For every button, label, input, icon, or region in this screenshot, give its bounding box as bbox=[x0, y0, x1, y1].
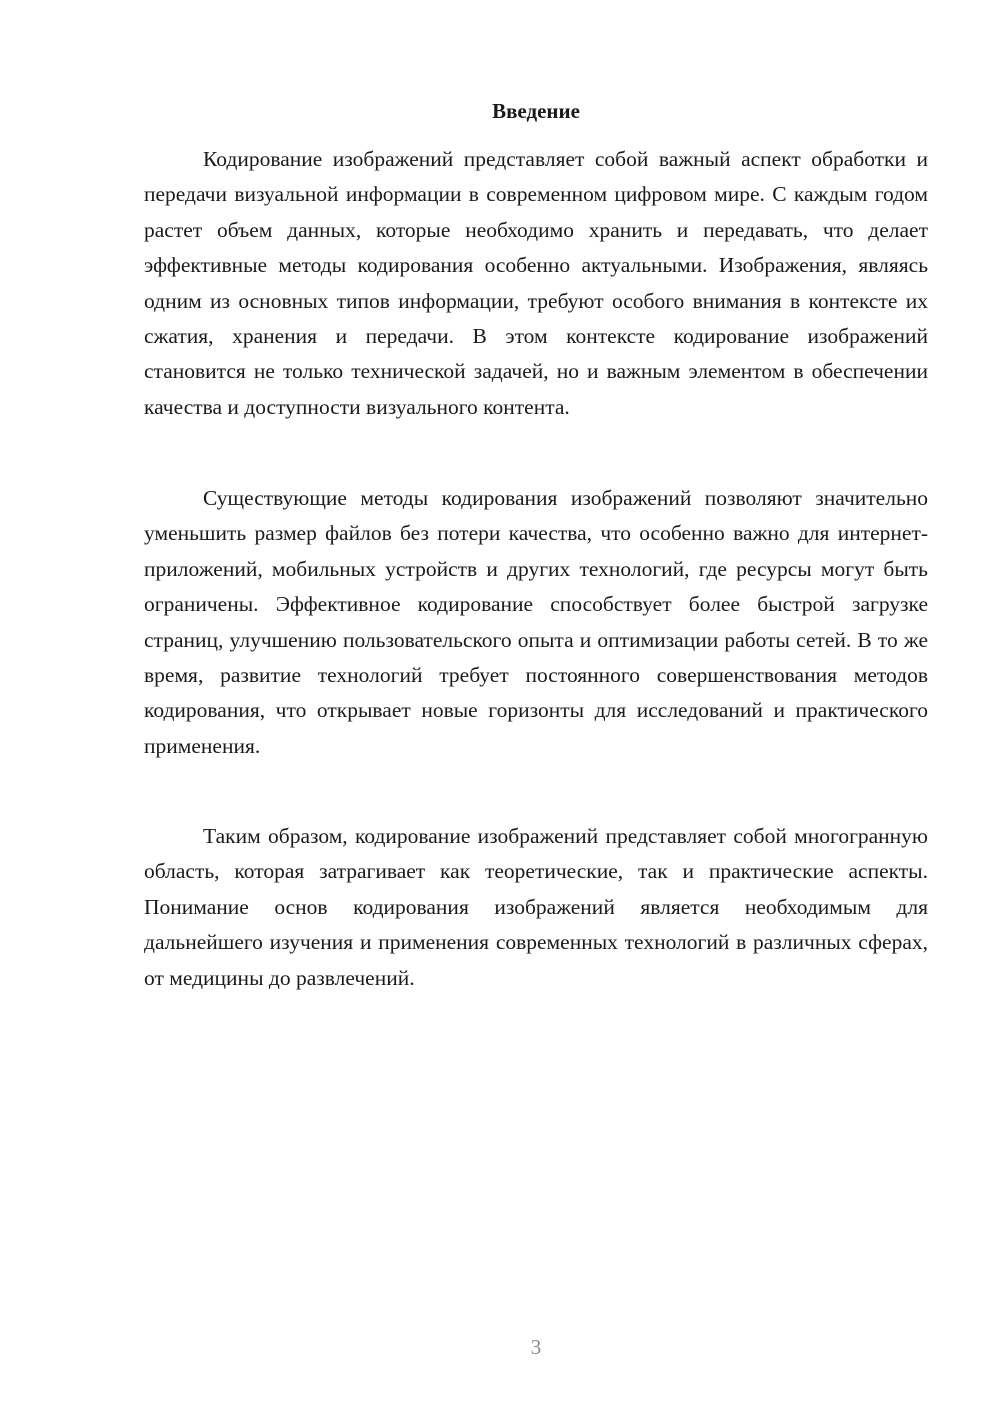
paragraph-3: Таким образом, кодирование изображений представляет собой многогранную область, которая затрагивает как теоретические, так и практические аспекты. Понимание основ кодирования изображений является необходимым для дальнейшего изучения и применения современных технологий в различных сферах, от медицины до развлечений. bbox=[144, 824, 928, 990]
paragraph-2: Существующие методы кодирования изображений позволяют значительно уменьшить размер файлов без потери качества, что особенно важно для интернет-приложений, мобильных устройств и других технологий, где ресурсы могут быть ограничены. Эффективное кодирование способствует более быстрой загрузке страниц, улучшению пользовательского опыта и оптимизации работы сетей. В то же время, развитие технологий требует постоянного совершенствования методов кодирования, что открывает новые горизонты для исследований и практического применения. bbox=[144, 486, 928, 758]
paragraph-1: Кодирование изображений представляет собой важный аспект обработки и передачи визуальной информации в современном цифровом мире. С каждым годом растет объем данных, которые необходимо хранить и передавать, что делает эффективные методы кодирования особенно актуальными. Изображения, являясь одним из основных типов информации, требуют особого внимания в контексте их сжатия, хранения и передачи. В этом контексте кодирование изображений становится не только технической задачей, но и важным элементом в обеспечении качества и доступности визуального контента. bbox=[144, 147, 928, 419]
section-heading: Введение bbox=[492, 99, 580, 123]
page-number: 3 bbox=[530, 1335, 542, 1359]
